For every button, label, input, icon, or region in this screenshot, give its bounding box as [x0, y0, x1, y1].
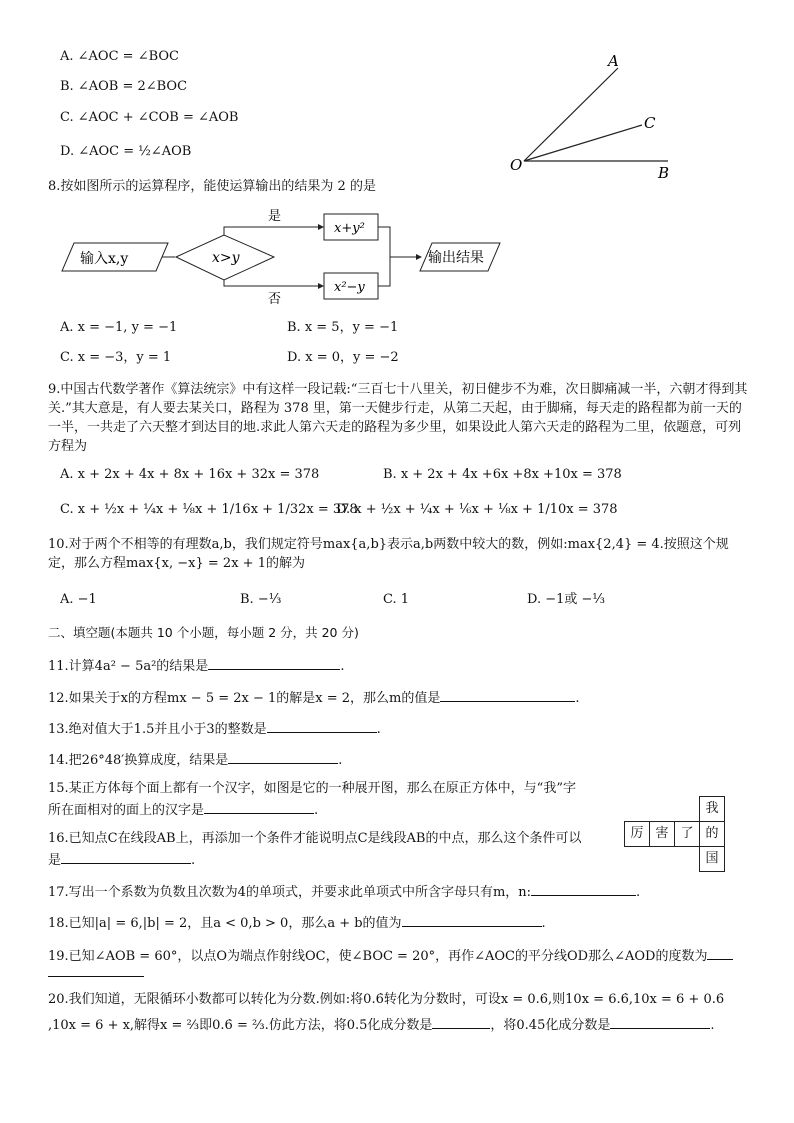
cube-face-5: 的: [699, 821, 725, 847]
label-o: O: [510, 156, 523, 174]
condition-text: x>y: [212, 250, 240, 266]
q13-blank[interactable]: [267, 718, 377, 733]
q10-stem: 10.对于两个不相等的有理数a,b，我们规定符号max{a,b}表示a,b两数中较大的数，例如:max{2,4} = 4.按照这个规定，那么方程max{x, −x} = 2x + 1的解为: [48, 537, 729, 571]
q14: 14.把26°48′换算成度，结果是 .: [48, 749, 342, 770]
q18-blank[interactable]: [402, 912, 542, 927]
q19: [48, 945, 733, 966]
q7-option-b: B. ∠AOB = 2∠BOC: [60, 79, 188, 94]
q15-line2: 所在面相对的面上的汉字是 .: [48, 799, 318, 820]
q16-line2: 是 .: [48, 849, 195, 870]
label-b: B: [658, 164, 670, 182]
no-arrowhead: [318, 283, 324, 289]
q12: 12.如果关于x的方程mx − 5 = 2x − 1的解是x = 2，那么m的值是 .: [48, 687, 580, 708]
q20-blank-1[interactable]: [432, 1014, 490, 1029]
cube-face-2: 厉: [624, 821, 650, 847]
q14-text: 14.把26°48′换算成度，结果是: [48, 753, 229, 768]
q11-blank[interactable]: [208, 655, 340, 670]
no-label: 否: [268, 292, 282, 307]
q7-option-d: D. ∠AOC = ½∠AOB: [60, 144, 192, 159]
q9-option-c: C. x + ½x + ¼x + ⅛x + 1/16x + 1/32x = 378: [60, 502, 358, 517]
yes-expr: x+y²: [334, 221, 365, 236]
input-text: 输入x,y: [80, 251, 129, 267]
q19-blank-b[interactable]: [48, 962, 144, 977]
q15-blank[interactable]: [204, 799, 314, 814]
q18-text: 18.已知|a| = 6,|b| = 2，且a < 0,b > 0，那么a + b的值为: [48, 916, 402, 931]
q12-blank[interactable]: [440, 687, 575, 702]
merge-line: [378, 227, 390, 286]
q10-option-a: A. −1: [60, 592, 97, 607]
q7-option-c: C. ∠AOC + ∠COB = ∠AOB: [60, 110, 239, 125]
section-title: 二、填空题(本题共 10 个小题，每小题 2 分，共 20 分): [48, 625, 359, 640]
q15-text: 所在面相对的面上的汉字是: [48, 803, 205, 818]
no-line: [224, 280, 318, 286]
q17-blank[interactable]: [531, 881, 636, 896]
q9-option-d: D. x + ½x + ¼x + ⅙x + ⅛x + 1/10x = 378: [336, 502, 618, 517]
q17: 17.写出一个系数为负数且次数为4的单项式，并要求此单项式中所含字母只有m，n: .: [48, 881, 640, 902]
cube-net: [624, 796, 724, 872]
output-arrowhead: [416, 254, 422, 260]
q17-text: 17.写出一个系数为负数且次数为4的单项式，并要求此单项式中所含字母只有m，n:: [48, 885, 532, 900]
q20-text-b: ，将0.45̇化成分数是: [490, 1018, 611, 1033]
flowchart: [60, 200, 510, 310]
angle-figure: [500, 48, 690, 188]
q20-line1: 20.我们知道，无限循环小数都可以转化为分数.例如:将0.6̇转化为分数时，可设x = 0.6̇,则10x = 6.6̇,10x = 6 + 0.6̇: [48, 992, 725, 1007]
q7-option-a: A. ∠AOC = ∠BOC: [60, 49, 179, 64]
q16-line1: 16.已知点C在线段AB上，再添加一个条件才能说明点C是线段AB的中点，那么这个条件可以: [48, 831, 582, 846]
q16-text: 是: [48, 853, 62, 868]
q8-option-a: A. x = −1, y = −1: [60, 320, 178, 335]
q8-stem: 8.按如图所示的运算程序，能使运算输出的结果为 2 的是: [48, 179, 376, 194]
q20-text-a: ,10x = 6 + x,解得x = ⅔即0.6̇ = ⅔.仿此方法，将0.5̇化成分数是: [48, 1018, 433, 1033]
cube-face-3: 害: [649, 821, 675, 847]
q8-option-d: D. x = 0，y = −2: [287, 350, 399, 365]
q16-blank[interactable]: [61, 849, 191, 864]
cube-face-1: 我: [699, 796, 725, 822]
q14-blank[interactable]: [228, 749, 338, 764]
q19-continued: [48, 962, 144, 983]
q20-blank-2[interactable]: [610, 1014, 710, 1029]
yes-line: [224, 227, 318, 235]
q11-text: 11.计算4a² − 5a²的结果是: [48, 659, 209, 674]
yes-arrowhead: [318, 224, 324, 230]
q8-option-c: C. x = −3，y = 1: [60, 350, 172, 365]
cube-face-4: 了: [674, 821, 700, 847]
q10-option-c: C. 1: [383, 592, 410, 607]
q18: 18.已知|a| = 6,|b| = 2，且a < 0,b > 0，那么a + b的值为 .: [48, 912, 546, 933]
q10-option-d: D. −1或 −⅓: [527, 592, 606, 607]
label-c: C: [644, 114, 656, 132]
q20-line2: ,10x = 6 + x,解得x = ⅔即0.6̇ = ⅔.仿此方法，将0.5̇化成分数是 ，将0.45̇化成分数是 .: [48, 1014, 714, 1035]
label-a: A: [608, 52, 619, 70]
yes-label: 是: [268, 209, 282, 224]
q9-option-a: A. x + 2x + 4x + 8x + 16x + 32x = 378: [60, 467, 320, 482]
q13: 13.绝对值大于1.5并且小于3的整数是 .: [48, 718, 381, 739]
q10-option-b: B. −⅓: [240, 592, 282, 607]
q11: 11.计算4a² − 5a²的结果是 .: [48, 655, 344, 676]
no-expr: x²−y: [334, 280, 365, 295]
q9-option-b: B. x + 2x + 4x +6x +8x +10x = 378: [383, 467, 622, 482]
output-text: 输出结果: [428, 250, 484, 266]
q9-stem: 9.中国古代数学著作《算法统宗》中有这样一段记载:“三百七十八里关，初日健步不为难，次日脚痛减一半，六朝才得到其关.”其大意是，有人要去某关口，路程为 378 里，第一天健步行走，从第二天起，由于脚痛，每天走的路程都为前一天的一半，一共走了六天整才到达目的地.求此人第六天走的路程为多少里，如果设此人第六天走的路程为二里，依题意，可列方程为: [48, 382, 748, 454]
cube-face-6: 国: [699, 846, 725, 872]
q15-line1: 15.某正方体每个面上都有一个汉字，如图是它的一种展开图，那么在原正方体中，与“我”字: [48, 781, 576, 796]
q13-text: 13.绝对值大于1.5并且小于3的整数是: [48, 722, 267, 737]
q19-blank-a[interactable]: [707, 945, 733, 960]
q12-text: 12.如果关于x的方程mx − 5 = 2x − 1的解是x = 2，那么m的值是: [48, 691, 441, 706]
q19-text: 19.已知∠AOB = 60°，以点O为端点作射线OC，使∠BOC = 20°，再作∠AOC的平分线OD那么∠AOD的度数为: [48, 949, 708, 964]
q8-option-b: B. x = 5，y = −1: [287, 320, 399, 335]
